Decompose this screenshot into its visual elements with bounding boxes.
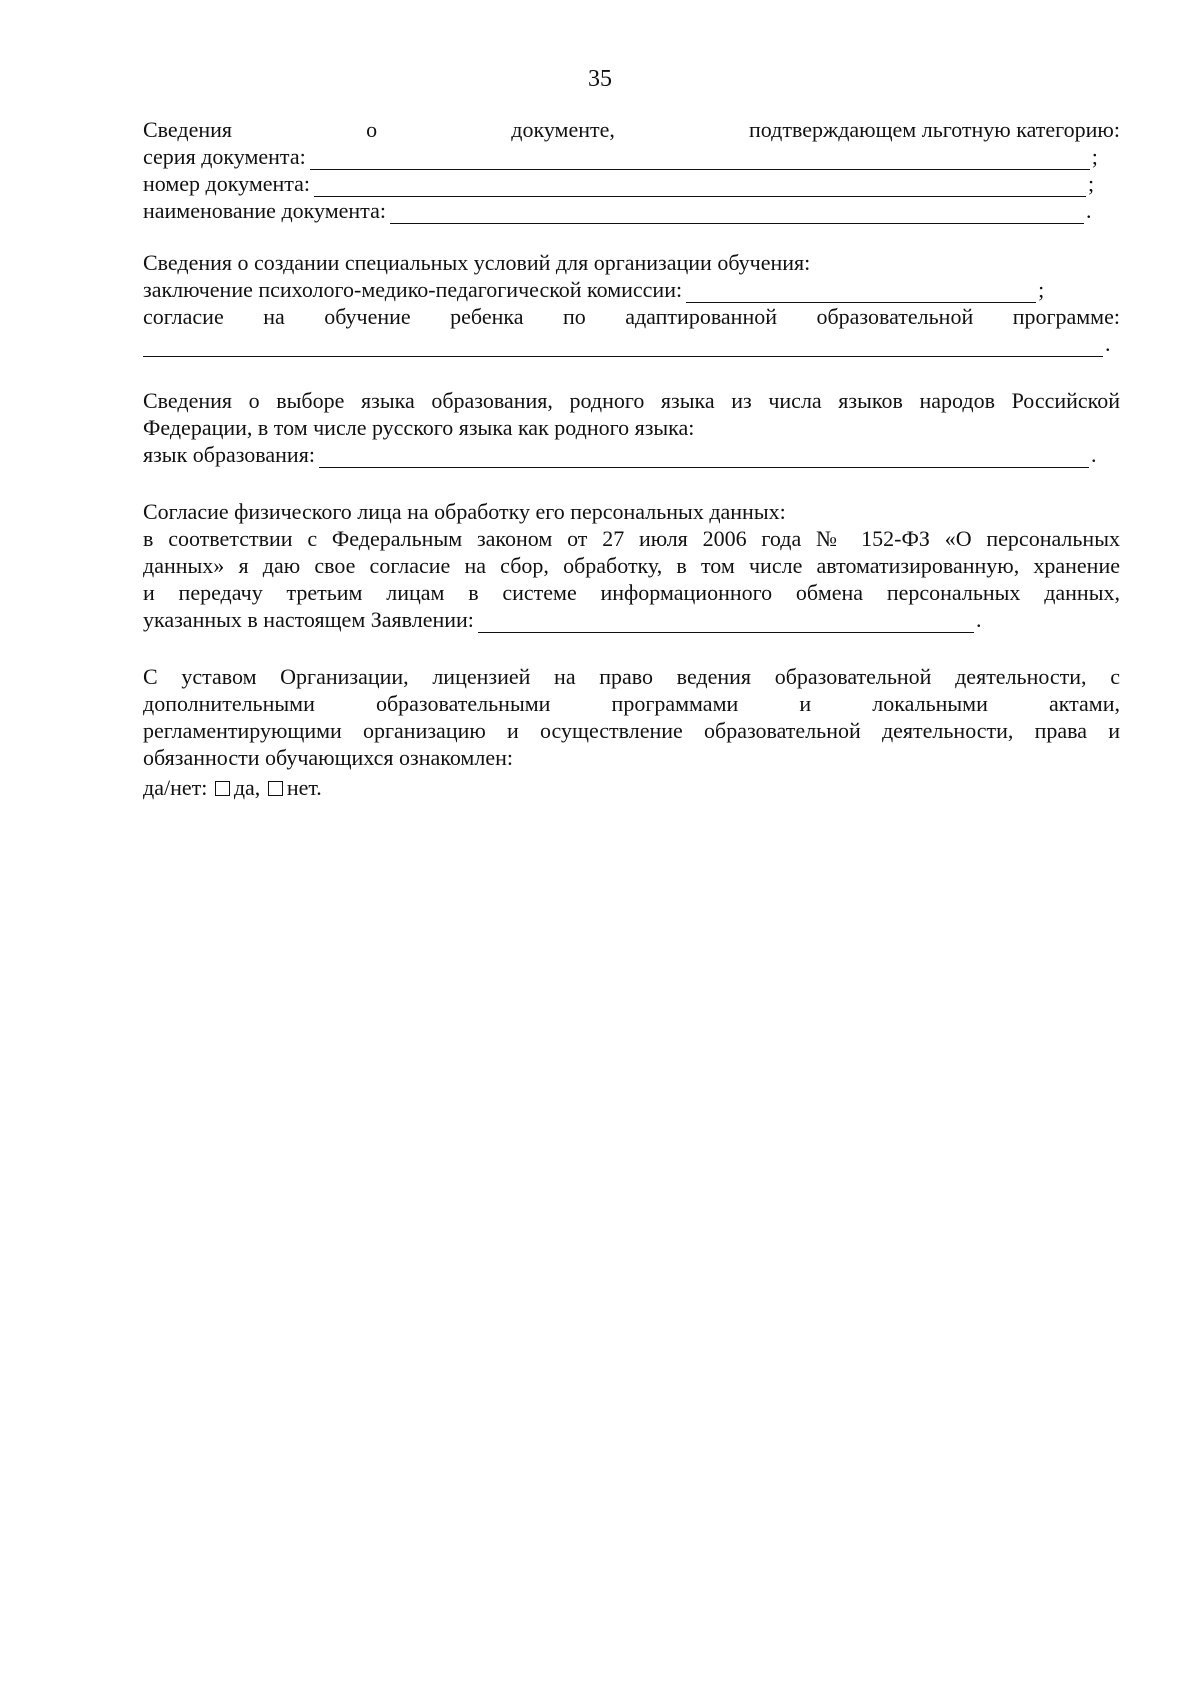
personal-data-end: .: [975, 607, 982, 632]
ack-line1: С уставом Организации, лицензией на право ведения образовательной деятельности, с: [143, 664, 1120, 689]
language-heading-line1: Сведения о выборе языка образования, родного языка из числа языков народов Российской: [143, 388, 1120, 413]
consent-word: на: [263, 304, 285, 329]
name-input-line[interactable]: [390, 201, 1084, 224]
consent-adapted-program-line: [143, 303, 1120, 330]
ack-word: локальными: [872, 691, 988, 716]
personal-data-line3: и передачу третьим лицам в системе информационного обмена персональных данных,: [143, 580, 1120, 605]
series-end: ;: [1091, 144, 1098, 169]
ack-line2-row: [143, 690, 1120, 717]
personal-data-input-line[interactable]: [478, 610, 974, 633]
personal-data-field-row: [143, 606, 1120, 633]
language-label: язык образования:: [143, 442, 315, 467]
consent-word: согласие: [143, 304, 224, 329]
document-body: [143, 116, 1120, 801]
heading-word: документе,: [511, 117, 615, 142]
number-input-line[interactable]: [314, 174, 1086, 197]
ack-word: образовательными: [375, 691, 551, 716]
consent-word: программе:: [1012, 304, 1120, 329]
language-end: .: [1090, 442, 1097, 467]
consent-field-row: [143, 330, 1120, 357]
yes-checkbox[interactable]: [215, 781, 230, 796]
page-number: 35: [588, 66, 612, 92]
consent-input-line[interactable]: [143, 334, 1103, 357]
name-field-row: [143, 197, 1120, 224]
ack-line3-row: [143, 717, 1120, 744]
ack-word: и: [799, 691, 812, 716]
personal-data-line1-row: [143, 525, 1120, 552]
heading-word: подтверждающем льготную категорию:: [749, 117, 1120, 142]
commission-input-line[interactable]: [686, 280, 1036, 303]
special-conditions-heading: Сведения о создании специальных условий для организации обучения:: [143, 250, 811, 275]
ack-line3: регламентирующими организацию и осуществление образовательной деятельности, права и: [143, 718, 1120, 743]
ack-word: актами,: [1048, 691, 1120, 716]
consent-word: адаптированной: [625, 304, 777, 329]
yes-no-row: [143, 774, 1120, 801]
consent-word: обучение: [324, 304, 411, 329]
personal-data-line2: данных» я даю свое согласие на сбор, обработку, в том числе автоматизированную, хранение: [143, 553, 1120, 578]
personal-data-heading: Согласие физического лица на обработку его персональных данных:: [143, 499, 786, 524]
personal-data-line3-row: [143, 579, 1120, 606]
name-label: наименование документа:: [143, 198, 386, 223]
ack-word: программами: [611, 691, 739, 716]
number-end: ;: [1088, 171, 1095, 196]
heading-word: о: [366, 117, 378, 142]
number-field-row: [143, 170, 1120, 197]
ack-line4: обязанности обучающихся ознакомлен:: [143, 745, 513, 770]
language-heading-line2: Федерации, в том числе русского языка как родного языка:: [143, 415, 695, 440]
language-field-row: [143, 441, 1120, 468]
no-label: нет.: [286, 775, 322, 800]
heading-word: Сведения: [143, 117, 233, 142]
language-heading: [143, 387, 1120, 414]
series-input-line[interactable]: [310, 147, 1090, 170]
no-checkbox[interactable]: [268, 781, 283, 796]
language-input-line[interactable]: [319, 445, 1089, 468]
consent-word: по: [562, 304, 586, 329]
doc-info-heading: [143, 116, 1120, 143]
ack-word: дополнительными: [143, 691, 315, 716]
personal-data-line2-row: [143, 552, 1120, 579]
name-end: .: [1085, 198, 1092, 223]
consent-end: .: [1105, 331, 1111, 356]
personal-data-line1: в соответствии с Федеральным законом от 27 июля 2006 года № 152-ФЗ «О персональных: [143, 526, 1120, 551]
yes-label: да,: [233, 775, 261, 800]
commission-end: ;: [1038, 277, 1045, 302]
personal-data-label: указанных в настоящем Заявлении:: [143, 607, 474, 632]
consent-word: ребенка: [450, 304, 524, 329]
series-label: серия документа:: [143, 144, 306, 169]
number-label: номер документа:: [143, 171, 311, 196]
series-field-row: [143, 143, 1120, 170]
consent-word: образовательной: [816, 304, 974, 329]
answer-label: да/нет:: [143, 775, 208, 800]
commission-label: заключение психолого-медико-педагогической комиссии:: [143, 277, 683, 302]
ack-line1-row: [143, 663, 1120, 690]
commission-field-row: [143, 276, 1120, 303]
